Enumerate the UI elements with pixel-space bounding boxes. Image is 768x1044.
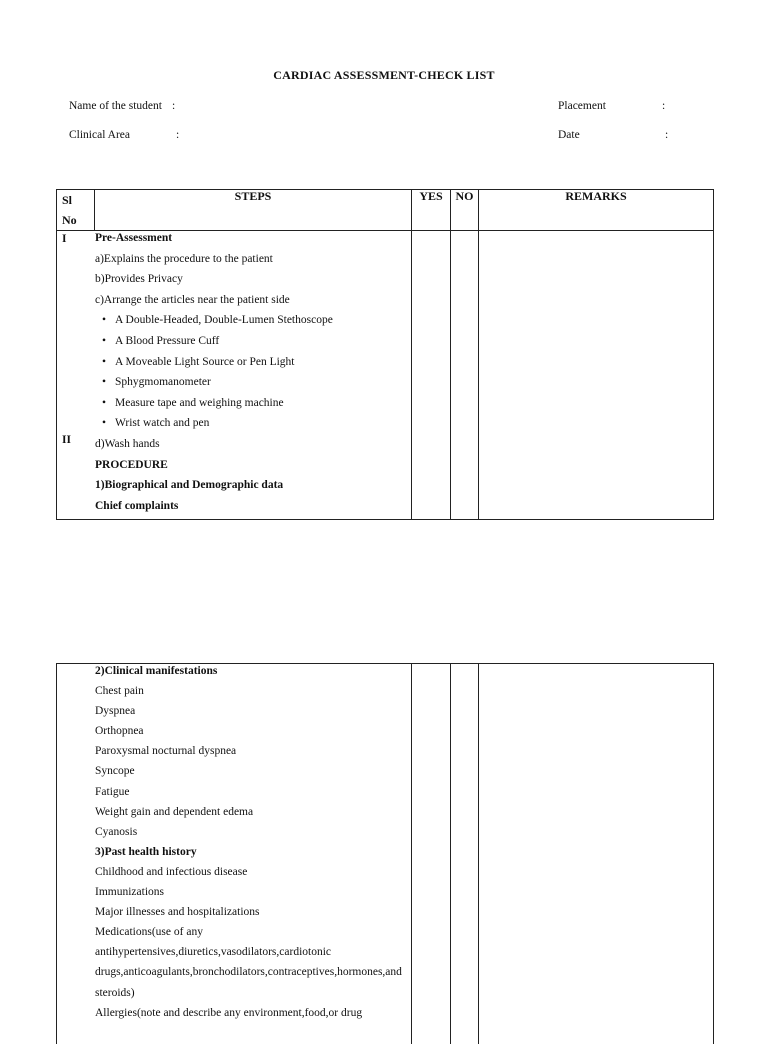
step-line: Chief complaints	[95, 499, 179, 512]
step-line: b)Provides Privacy	[95, 273, 183, 286]
step-line: a)Explains the procedure to the patient	[95, 252, 273, 265]
step-line: Cyanosis	[95, 825, 138, 838]
no-cell-2	[451, 664, 479, 1044]
step-line: Pre-Assessment	[95, 232, 173, 244]
header-sl-no	[57, 190, 95, 231]
step-line: Weight gain and dependent edema	[95, 805, 254, 818]
header-steps: STEPS	[95, 190, 412, 231]
step-line: 3)Past health history	[95, 845, 197, 858]
step-line: steroids)	[95, 986, 135, 999]
step-line: Immunizations	[95, 886, 164, 899]
header-no: No	[62, 213, 77, 227]
step-line: 1)Biographical and Demographic data	[95, 479, 284, 492]
remarks-cell-2	[479, 664, 714, 1044]
step-line: Medications(use of any	[95, 926, 203, 939]
bullet-item: • Sphygmomanometer	[57, 372, 411, 393]
step-line: 2)Clinical manifestations	[95, 665, 218, 677]
header-sl: Sl	[62, 193, 73, 207]
body-row	[57, 231, 714, 520]
step-line: Dyspnea	[95, 705, 136, 718]
header-remarks: REMARKS	[479, 190, 714, 231]
body-row-2	[57, 664, 714, 1044]
checklist-table-2	[56, 663, 714, 1044]
bullet-item: • A Moveable Light Source or Pen Light	[57, 352, 411, 373]
sl-mark-1: I	[62, 233, 67, 245]
step-line: Chest pain	[95, 685, 144, 698]
step-line: Major illnesses and hospitalizations	[95, 906, 260, 919]
checklist-table-1	[56, 189, 714, 520]
bullet-item: • Wrist watch and pen	[57, 413, 411, 434]
step-line: drugs,anticoagulants,bronchodilators,contraceptives,hormones,and	[95, 966, 402, 979]
header-yes: YES	[412, 190, 451, 231]
step-line: Orthopnea	[95, 725, 144, 738]
step-line: d)Wash hands	[95, 437, 160, 450]
sl-mark-2: II	[62, 434, 71, 446]
student-name-label: Name of the student	[69, 100, 162, 112]
steps-cell-2	[57, 664, 412, 1044]
step-line: PROCEDURE	[95, 458, 168, 471]
header-no-col: NO	[451, 190, 479, 231]
date-colon: :	[665, 129, 669, 141]
no-cell	[451, 231, 479, 520]
placement-label: Placement	[558, 100, 606, 112]
document-title: CARDIAC ASSESSMENT-CHECK LIST	[273, 68, 495, 82]
step-line: antihypertensives,diuretics,vasodilators,cardiotonic	[95, 946, 332, 959]
step-line: Fatigue	[95, 785, 130, 798]
header-row	[57, 190, 714, 231]
clinical-area-label: Clinical Area	[69, 129, 130, 141]
bullet-item: • Measure tape and weighing machine	[57, 393, 411, 414]
yes-cell-2	[412, 664, 451, 1044]
bullet-item: • A Double-Headed, Double-Lumen Stethoscope	[57, 310, 411, 331]
step-line: Paroxysmal nocturnal dyspnea	[95, 745, 237, 758]
remarks-cell	[479, 231, 714, 520]
steps-list	[57, 228, 411, 516]
placement-colon: :	[662, 100, 666, 112]
steps-list-2	[57, 661, 411, 1023]
step-line: Allergies(note and describe any environment,food,or drug	[95, 1006, 363, 1019]
step-line: c)Arrange the articles near the patient side	[95, 293, 290, 306]
clinical-area-colon: :	[176, 129, 180, 141]
step-line: Childhood and infectious disease	[95, 865, 248, 878]
date-label: Date	[558, 129, 580, 141]
steps-cell	[57, 231, 412, 520]
bullet-item: • A Blood Pressure Cuff	[57, 331, 411, 352]
yes-cell	[412, 231, 451, 520]
step-line: Syncope	[95, 765, 135, 778]
student-name-colon: :	[172, 100, 176, 112]
